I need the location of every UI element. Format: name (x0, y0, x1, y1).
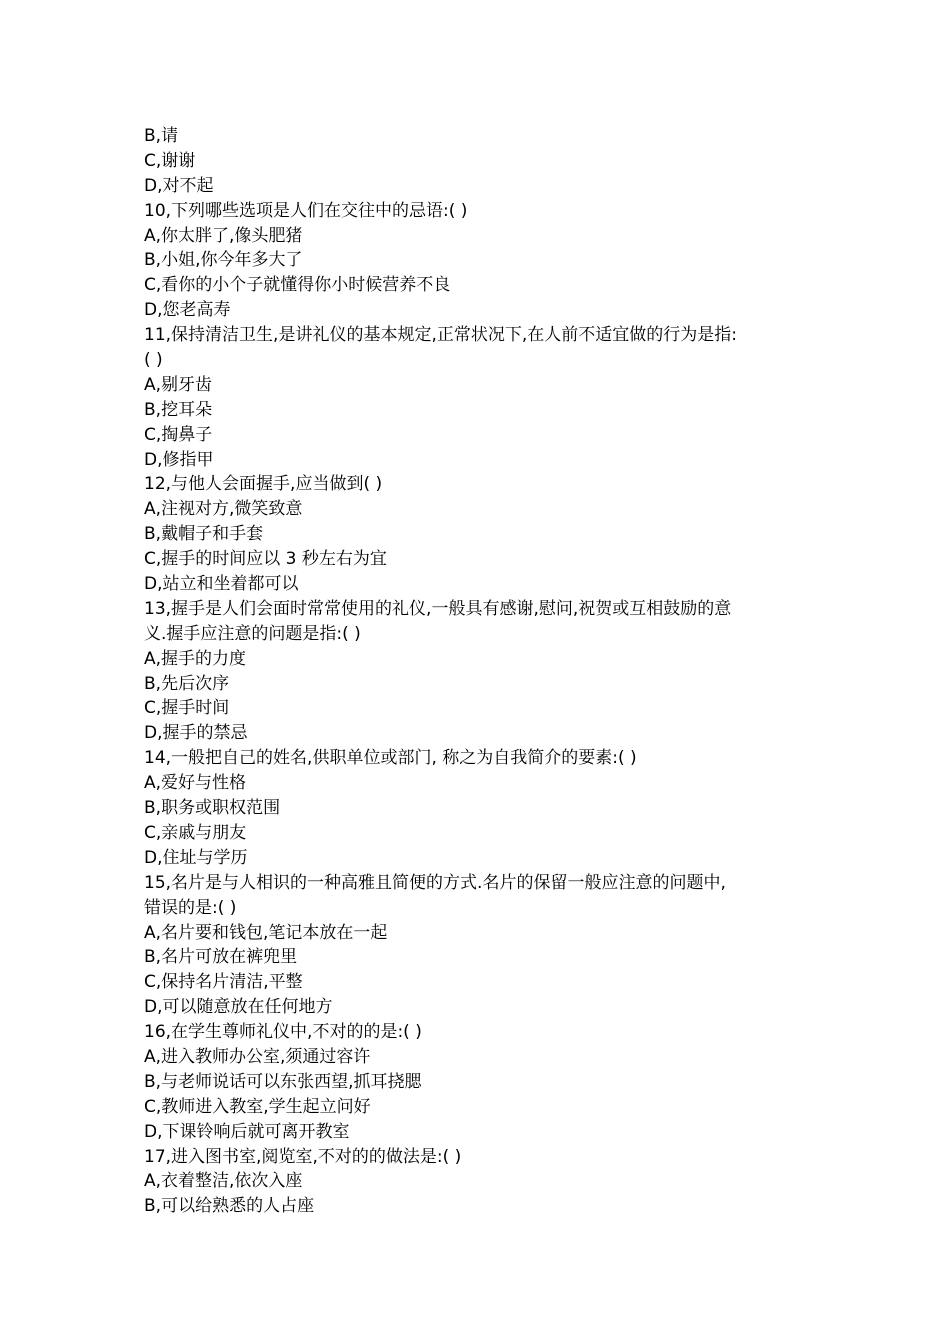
text-line: D,您老高寿 (144, 300, 231, 321)
text-line: 错误的是:( ) (144, 897, 237, 918)
text-line: D,站立和坐着都可以 (144, 574, 299, 595)
text-line: B,小姐,你今年多大了 (144, 250, 303, 271)
text-line: 11,保持清洁卫生,是讲礼仪的基本规定,正常状况下,在人前不适宜做的行为是指: (144, 325, 737, 346)
text-line: C,看你的小个子就懂得你小时候营养不良 (144, 275, 451, 296)
text-line: B,可以给熟悉的人占座 (144, 1196, 315, 1217)
text-line: 14,一般把自己的姓名,供职单位或部门, 称之为自我简介的要素:( ) (144, 748, 637, 769)
text-line: ( ) (144, 350, 163, 371)
text-line: C,亲戚与朋友 (144, 822, 247, 843)
text-line: B,请 (144, 126, 179, 146)
text-line: D,下课铃响后就可离开教室 (144, 1121, 350, 1142)
text-line: A,爱好与性格 (144, 773, 247, 794)
text-line: 15,名片是与人相识的一种高雅且简便的方式.名片的保留一般应注意的问题中, (144, 872, 726, 893)
text-line: 13,握手是人们会面时常常使用的礼仪,一般具有感谢,慰问,祝贺或互相鼓励的意 (144, 598, 732, 619)
text-line: B,与老师说话可以东张西望,抓耳挠腮 (144, 1071, 422, 1092)
text-line: C,掏鼻子 (144, 424, 213, 445)
text-line: 17,进入图书室,阅览室,不对的的做法是:( ) (144, 1146, 462, 1167)
text-line: A,剔牙齿 (144, 374, 213, 395)
text-line: C,谢谢 (144, 150, 196, 171)
text-line: A,衣着整洁,依次入座 (144, 1171, 303, 1192)
text-line: D,握手的禁忌 (144, 723, 248, 744)
text-line: C,保持名片清洁,平整 (144, 972, 303, 993)
text-line: D,对不起 (144, 175, 214, 196)
text-line: D,住址与学历 (144, 847, 248, 868)
text-line: A,注视对方,微笑致意 (144, 499, 303, 520)
text-line: 16,在学生尊师礼仪中,不对的的是:( ) (144, 1022, 422, 1043)
text-line: B,名片可放在裤兜里 (144, 947, 298, 968)
text-line: B,挖耳朵 (144, 399, 213, 420)
text-line: 义.握手应注意的问题是指:( ) (144, 623, 361, 644)
text-line: A,握手的力度 (144, 648, 247, 669)
text-line: 12,与他人会面握手,应当做到( ) (144, 474, 383, 495)
text-line: D,可以随意放在任何地方 (144, 997, 333, 1018)
text-line: 10,下列哪些选项是人们在交往中的忌语:( ) (144, 200, 468, 221)
text-line: D,修指甲 (144, 449, 214, 470)
text-line: A,进入教师办公室,须通过容许 (144, 1046, 371, 1067)
text-line: C,握手的时间应以 3 秒左右为宜 (144, 549, 387, 570)
text-line: A,名片要和钱包,笔记本放在一起 (144, 922, 388, 943)
document-body (144, 124, 824, 1219)
text-line: B,先后次序 (144, 673, 230, 694)
text-line: A,你太胖了,像头肥猪 (144, 225, 303, 246)
text-line: B,职务或职权范围 (144, 798, 281, 819)
text-line: C,握手时间 (144, 698, 230, 719)
text-line: B,戴帽子和手套 (144, 524, 264, 545)
text-line: C,教师进入教室,学生起立问好 (144, 1096, 371, 1117)
